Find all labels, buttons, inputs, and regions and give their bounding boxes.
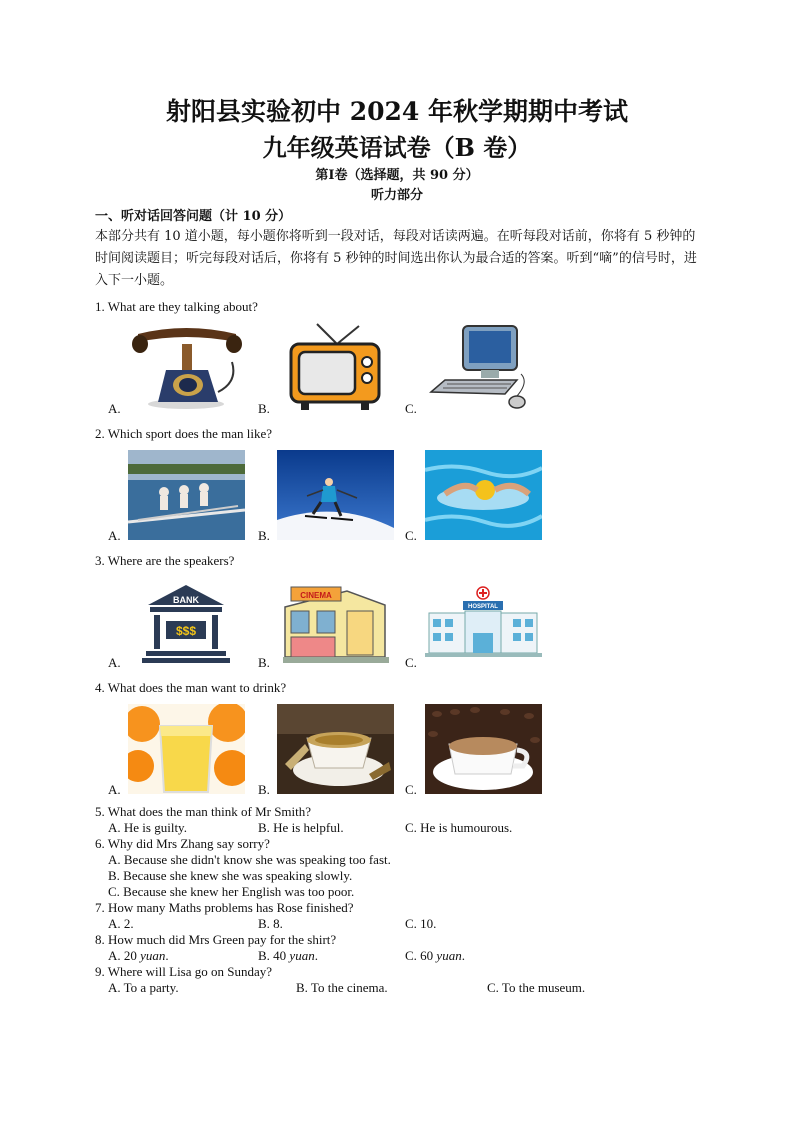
television-icon [277,322,394,412]
orange-juice-photo [128,704,245,794]
option-label: C. [405,528,417,543]
bank-sign: BANK [173,595,199,605]
question-stem: 2. Which sport does the man like? [95,426,273,441]
telephone-icon [128,322,245,412]
bank-icon [128,577,245,667]
question-stem: 8. How much did Mrs Green pay for the shirt? [95,932,337,947]
question-stem: 6. Why did Mrs Zhang say sorry? [95,836,270,851]
bank-dollar-sign: $$$ [175,624,197,638]
section-instructions: 本部分共有 10 道小题，每小题你将听到一段对话，每段对话读两遍。在听每段对话前，你将有 5 秒钟的时间阅读题目；听完每段对话后，你将有 5 秒钟的时间选出你认为最合适的答案。听到“嘀”的信号时，进入下一小题。 [95,229,697,288]
exam-title: 射阳县实验初中 2024 年秋学期期中考试 [166,97,628,126]
option-text: C. To the museum. [487,980,586,995]
option-text: B. To the cinema. [296,980,388,995]
question-stem: 7. How many Maths problems has Rose finished? [95,900,354,915]
option-label: A. [108,528,121,543]
question-stem: 3. Where are the speakers? [95,553,235,568]
option-label: A. [108,782,121,797]
rowing-photo [128,450,245,540]
exam-subtitle: 九年级英语试卷（B 卷） [262,133,532,162]
option-label: C. [405,655,417,670]
swimming-photo [425,450,542,540]
option-text: A. 2. [108,916,134,931]
option-label: A. [108,655,121,670]
option-label: C. [405,401,417,416]
computer-icon [425,322,542,412]
option-text: C. Because she knew her English was too poor. [108,884,355,899]
option-label: B. [258,782,270,797]
section-title: 一、听对话回答问题（计 10 分） [95,209,292,224]
hospital-sign: HOSPITAL [468,604,498,610]
option-text: C. 60 yuan. [405,948,465,963]
option-text: C. He is humourous. [405,820,513,835]
hospital-icon [425,577,542,667]
option-text: A. 20 yuan. [108,948,169,963]
option-text: B. Because she knew she was speaking slowly. [108,868,353,883]
question-stem: 9. Where will Lisa go on Sunday? [95,964,273,979]
option-label: B. [258,401,270,416]
option-label: C. [405,782,417,797]
option-text: B. He is helpful. [258,820,344,835]
question-stem: 4. What does the man want to drink? [95,680,287,695]
question-stem: 5. What does the man think of Mr Smith? [95,804,312,819]
coffee-photo [425,704,542,794]
listening-heading: 听力部分 [370,188,423,203]
tea-photo [277,704,394,794]
cinema-sign: CINEMA [300,591,332,600]
cinema-icon [277,577,394,667]
option-text: A. To a party. [108,980,179,995]
skiing-photo [277,450,394,540]
option-text: B. 40 yuan. [258,948,318,963]
option-text: A. Because she didn't know she was speaking too fast. [108,852,391,867]
option-label: A. [108,401,121,416]
volume-heading: 第Ⅰ卷（选择题，共 90 分） [315,168,479,183]
option-label: B. [258,655,270,670]
question-stem: 1. What are they talking about? [95,299,258,314]
option-text: A. He is guilty. [108,820,187,835]
option-label: B. [258,528,270,543]
option-text: C. 10. [405,916,437,931]
option-text: B. 8. [258,916,283,931]
